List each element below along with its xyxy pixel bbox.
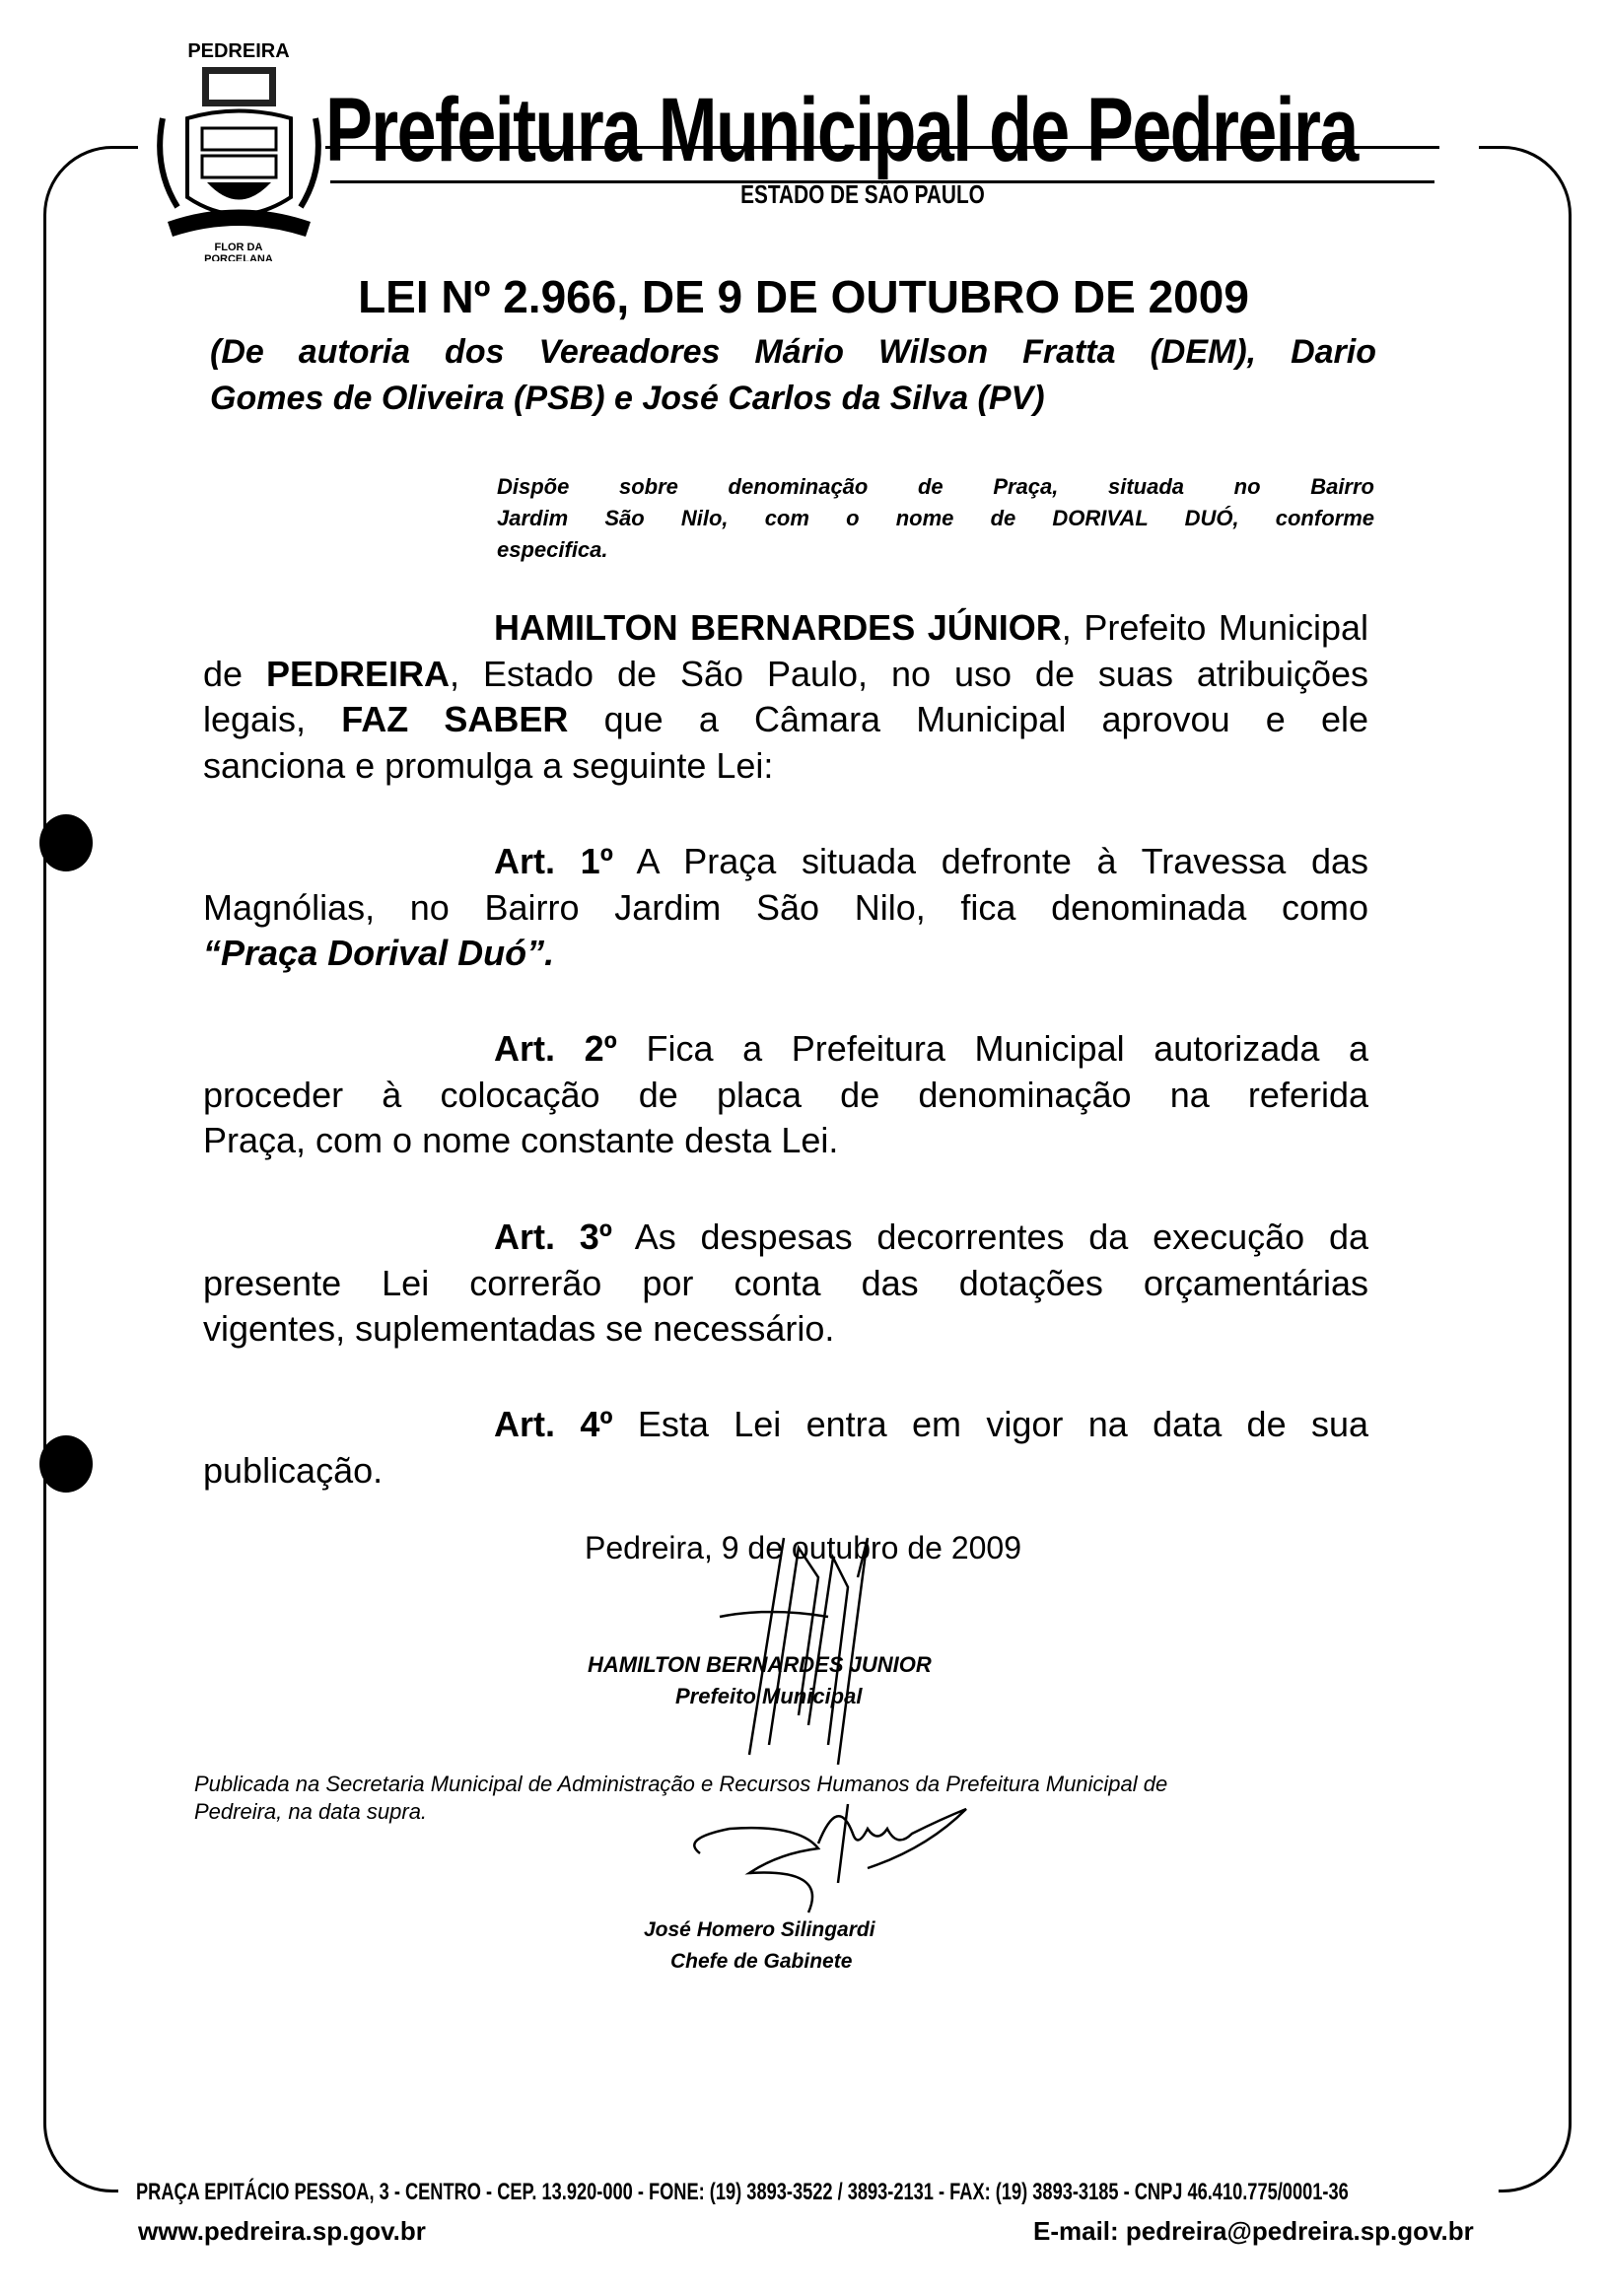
paragraph-line — [203, 1261, 1368, 1307]
text-segment: sanciona e promulga a seguinte Lei: — [203, 744, 774, 786]
text-segment: vigentes, suplementadas se necessário. — [203, 1308, 835, 1349]
authors-line: Gomes de Oliveira (PSB) e José Carlos da Silva (PV) — [210, 379, 1045, 417]
paragraph-line — [203, 1073, 1368, 1119]
mayor-name: HAMILTON BERNARDES JUNIOR — [588, 1652, 932, 1677]
paragraph-preamble — [203, 605, 1368, 789]
emphasized-text: PEDREIRA — [265, 653, 451, 694]
text-segment: A Praça situada defronte à Travessa das — [612, 841, 1369, 881]
paragraph-line — [203, 1448, 1368, 1495]
header-subtitle: ESTADO DE SÃO PAULO — [740, 179, 985, 209]
emphasized-text: Art. 3º — [494, 1217, 612, 1257]
text-segment: presente Lei correrão por conta das dotações orçamentárias — [203, 1262, 1368, 1303]
text-segment: publicação. — [203, 1449, 384, 1491]
emphasized-text: Art. 1º — [494, 841, 613, 881]
paragraph-line — [203, 1402, 1368, 1448]
text-segment: Fica a Prefeitura Municipal autorizada a — [616, 1028, 1369, 1069]
paragraph-line — [203, 931, 1368, 977]
paragraph-line — [203, 605, 1368, 652]
text-segment: Praça, com o nome constante desta Lei. — [203, 1120, 839, 1160]
place-date: Pedreira, 9 de outubro de 2009 — [585, 1530, 1021, 1565]
paragraph-article-4 — [203, 1402, 1368, 1494]
mayor-role: Prefeito Municipal — [675, 1684, 863, 1708]
text-segment: As despesas decorrentes da execução da — [611, 1217, 1369, 1257]
svg-text:FLOR DA: FLOR DA — [214, 242, 263, 253]
paragraph-line — [203, 839, 1368, 885]
header-title: Prefeitura Municipal de Pedreira — [325, 80, 1358, 180]
publication-line: Publicada na Secretaria Municipal de Administração e Recursos Humanos da Prefeitura Municipal de — [194, 1772, 1168, 1796]
paragraph-line — [203, 1306, 1368, 1353]
text-segment: , Estado de São Paulo, no uso de suas atribuições — [450, 653, 1368, 694]
emphasized-text: Art. 2º — [494, 1028, 617, 1069]
paragraph-line — [203, 1026, 1368, 1073]
emphasized-text: HAMILTON BERNARDES JÚNIOR — [494, 607, 1062, 648]
emphasized-text: FAZ SABER — [341, 699, 569, 739]
text-segment: Magnólias, no Bairro Jardim São Nilo, fica denominada como — [203, 886, 1368, 928]
pedreira-coat-of-arms-seal — [148, 20, 330, 261]
paragraph-line — [203, 885, 1368, 932]
paragraph-line — [203, 652, 1368, 698]
text-segment: Esta Lei entra em vigor na data de sua — [612, 1404, 1368, 1444]
chief-role: Chefe de Gabinete — [670, 1950, 853, 1973]
footer-website[interactable]: www.pedreira.sp.gov.br — [138, 2216, 426, 2246]
ementa-line: Jardim São Nilo, com o nome de DORIVAL DUÓ, conforme — [497, 506, 1374, 530]
law-ementa — [497, 471, 1374, 566]
paragraph-line — [203, 743, 1368, 790]
text-segment: legais, — [203, 699, 342, 739]
paragraph-line — [203, 1118, 1368, 1164]
ementa-line: Dispõe sobre denominação de Praça, situada no Bairro — [497, 474, 1374, 499]
publication-line: Pedreira, na data supra. — [194, 1799, 428, 1824]
emphasized-text: “Praça Dorival Duó”. — [203, 933, 555, 973]
law-title: LEI Nº 2.966, DE 9 DE OUTUBRO DE 2009 — [358, 271, 1249, 322]
svg-text:PEDREIRA: PEDREIRA — [187, 40, 290, 62]
paragraph-line — [203, 697, 1368, 743]
footer-email[interactable]: E-mail: pedreira@pedreira.sp.gov.br — [1033, 2216, 1474, 2246]
law-authors — [210, 331, 1376, 419]
text-segment: que a Câmara Municipal aprovou e ele — [568, 699, 1368, 739]
chief-name: José Homero Silingardi — [644, 1918, 875, 1941]
punch-hole — [39, 1435, 93, 1493]
text-segment: proceder à colocação de placa de denominação na referida — [203, 1074, 1368, 1115]
authors-line: (De autoria dos Vereadores Mário Wilson Fratta (DEM), Dario — [210, 333, 1376, 371]
mayor-handwritten-signature — [690, 1518, 907, 1774]
text-segment: , Prefeito Municipal — [1061, 607, 1368, 648]
emphasized-text: Art. 4º — [494, 1404, 613, 1444]
ementa-line: especifica. — [497, 537, 608, 562]
paragraph-article-1 — [203, 839, 1368, 977]
chief-handwritten-signature — [670, 1774, 1006, 1922]
footer-address: PRAÇA EPITÁCIO PESSOA, 3 - CENTRO - CEP. 13.920-000 - FONE: (19) 3893-3522 / 3893-2131 - FAX: (19) 3893-3185 - CNPJ 46.410.775/0001-36 — [136, 2179, 1349, 2205]
paragraph-article-2 — [203, 1026, 1368, 1164]
svg-text:PORCELANA: PORCELANA — [204, 253, 273, 261]
paragraph-article-3 — [203, 1215, 1368, 1353]
paragraph-line — [203, 1215, 1368, 1261]
punch-hole — [39, 814, 93, 871]
text-segment: de — [203, 653, 266, 694]
